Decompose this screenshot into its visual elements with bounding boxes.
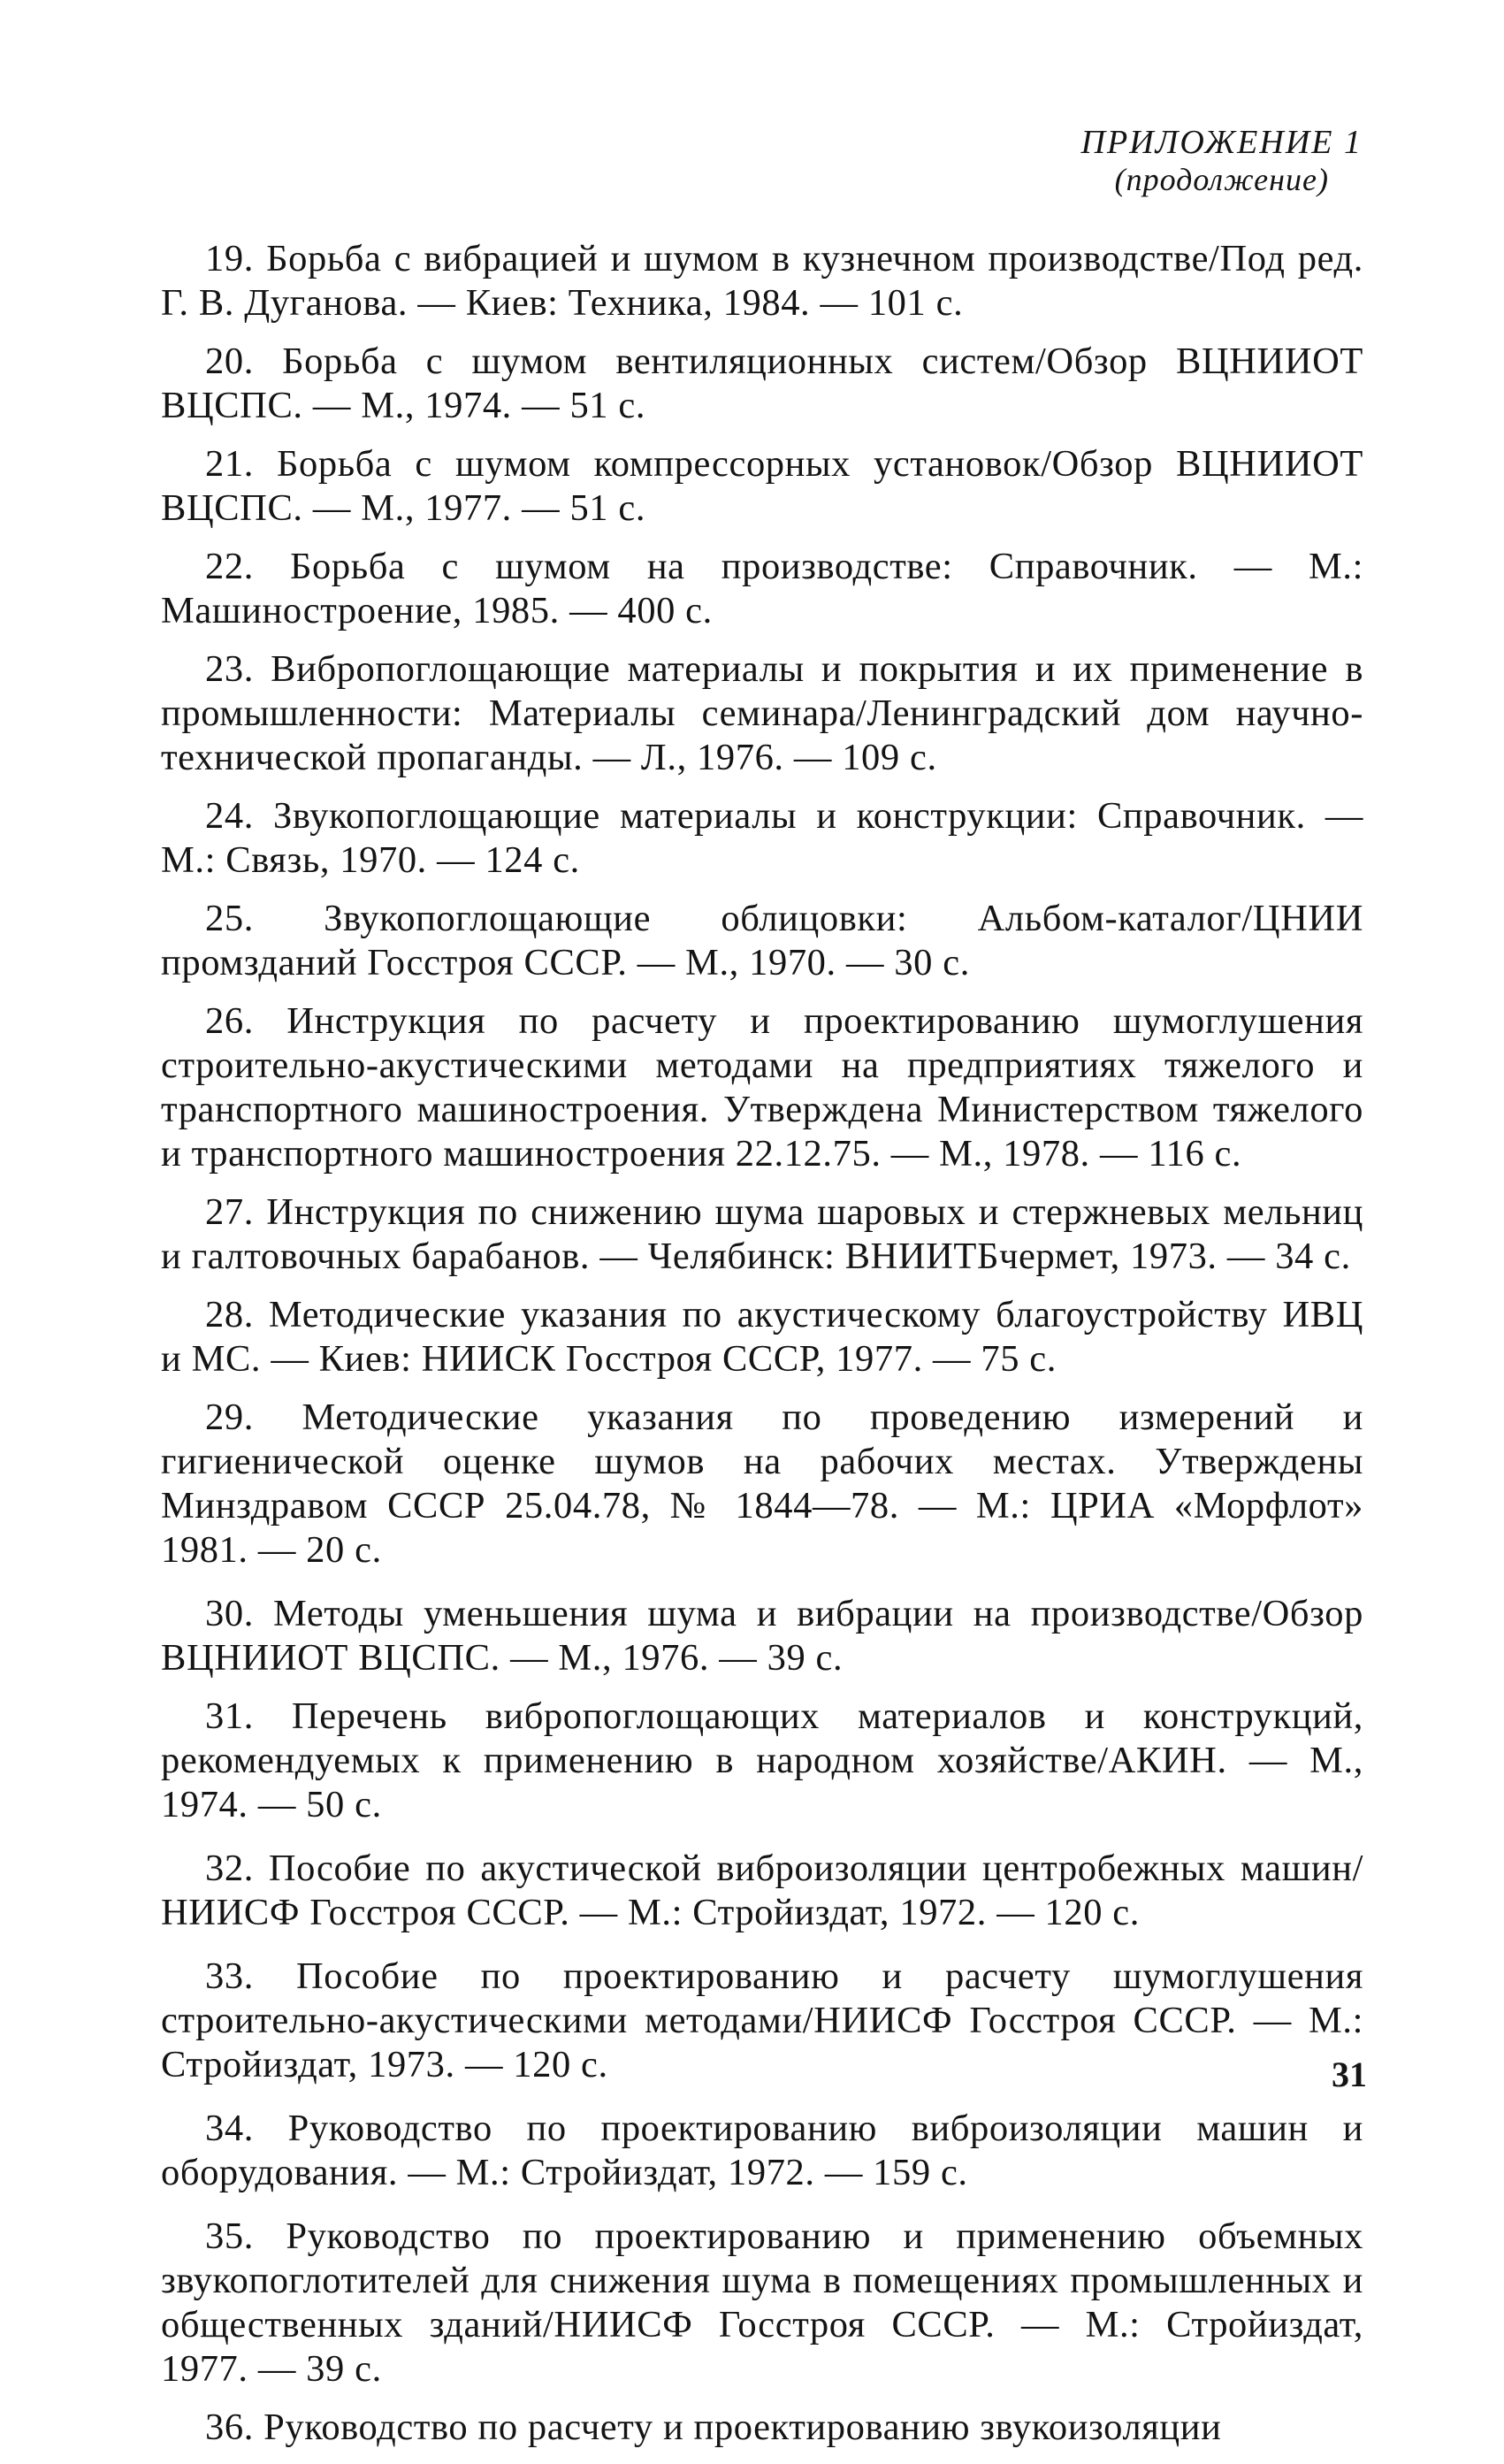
appendix-header bbox=[1081, 124, 1363, 198]
reference-item-20: 20. Борьба с шумом вентиляционных систем/Обзор ВЦНИИОТ ВЦСПС. — М., 1974. — 51 с. bbox=[161, 341, 1363, 426]
reference-item-26: 26. Инструкция по расчету и проектированию шумоглушения строительно-акустическими методами на предприятиях тяжелого и транспортного машиностроения. Утверждена Министерством тяжелого и транспортного машиностроения 22.12.75. — М., 1978. — 116 с. bbox=[161, 1000, 1363, 1175]
reference-item-27: 27. Инструкция по снижению шума шаровых и стержневых мельниц и галтовочных барабанов. — Челябинск: ВНИИТБчермет, 1973. — 34 с. bbox=[161, 1191, 1363, 1277]
reference-item-32: 32. Пособие по акустической виброизоляции центробежных машин/НИИСФ Госстроя СССР. — М.: Стройиздат, 1972. — 120 с. bbox=[161, 1848, 1363, 1933]
reference-item-29: 29. Методические указания по проведению измерений и гигиенической оценке шумов на рабочих местах. Утверждены Минздравом СССР 25.04.78, № 1844—78. — М.: ЦРИА «Морфлот» 1981. — 20 с. bbox=[161, 1397, 1363, 1571]
reference-item-34: 34. Руководство по проектированию виброизоляции машин и оборудования. — М.: Стройиздат, 1972. — 159 с. bbox=[161, 2108, 1363, 2193]
reference-item-22: 22. Борьба с шумом на производстве: Справочник. — М.: Машиностроение, 1985. — 400 с. bbox=[161, 546, 1363, 631]
reference-item-24: 24. Звукопоглощающие материалы и конструкции: Справочник. — М.: Связь, 1970. — 124 с. bbox=[161, 795, 1363, 881]
appendix-title: ПРИЛОЖЕНИЕ 1 bbox=[1080, 124, 1363, 161]
appendix-subtitle: (продолжение) bbox=[1114, 162, 1329, 197]
page-number: 31 bbox=[1332, 2055, 1367, 2094]
reference-item-23: 23. Вибропоглощающие материалы и покрытия и их применение в промышленности: Материалы семинара/Ленинградский дом научно-технической пропаганды. — Л., 1976. — 109 с. bbox=[161, 648, 1363, 778]
reference-list bbox=[161, 237, 1363, 2464]
reference-item-21: 21. Борьба с шумом компрессорных установок/Обзор ВЦНИИОТ ВЦСПС. — М., 1977. — 51 с. bbox=[161, 443, 1363, 529]
reference-item-19: 19. Борьба с вибрацией и шумом в кузнечном производстве/Под ред. Г. В. Дуганова. — Киев: Техника, 1984. — 101 с. bbox=[161, 238, 1363, 324]
reference-item-33: 33. Пособие по проектированию и расчету шумоглушения строительно-акустическими методами/НИИСФ Госстроя СССР. — М.: Стройиздат, 1973. — 120 с. bbox=[161, 1955, 1363, 2085]
reference-item-25: 25. Звукопоглощающие облицовки: Альбом-каталог/ЦНИИ промзданий Госстроя СССР. — М., 1970. — 30 с. bbox=[161, 898, 1363, 983]
reference-item-36: 36. Руководство по расчету и проектированию звукоизоляции bbox=[205, 2407, 1222, 2448]
reference-item-35: 35. Руководство по проектированию и применению объемных звукопоглотителей для снижения шума в помещениях промышленных и общественных зданий/НИИСФ Госстроя СССР. — М.: Стройиздат, 1977. — 39 с. bbox=[161, 2215, 1363, 2390]
reference-item-31: 31. Перечень вибропоглощающих материалов и конструкций, рекомендуемых к применению в народном хозяйстве/АКИН. — М., 1974. — 50 с. bbox=[161, 1695, 1363, 1825]
reference-item-30: 30. Методы уменьшения шума и вибрации на производстве/Обзор ВЦНИИОТ ВЦСПС. — М., 1976. — 39 с. bbox=[161, 1593, 1363, 1679]
reference-item-28: 28. Методические указания по акустическому благоустройству ИВЦ и МС. — Киев: НИИСК Госстроя СССР, 1977. — 75 с. bbox=[161, 1294, 1363, 1380]
